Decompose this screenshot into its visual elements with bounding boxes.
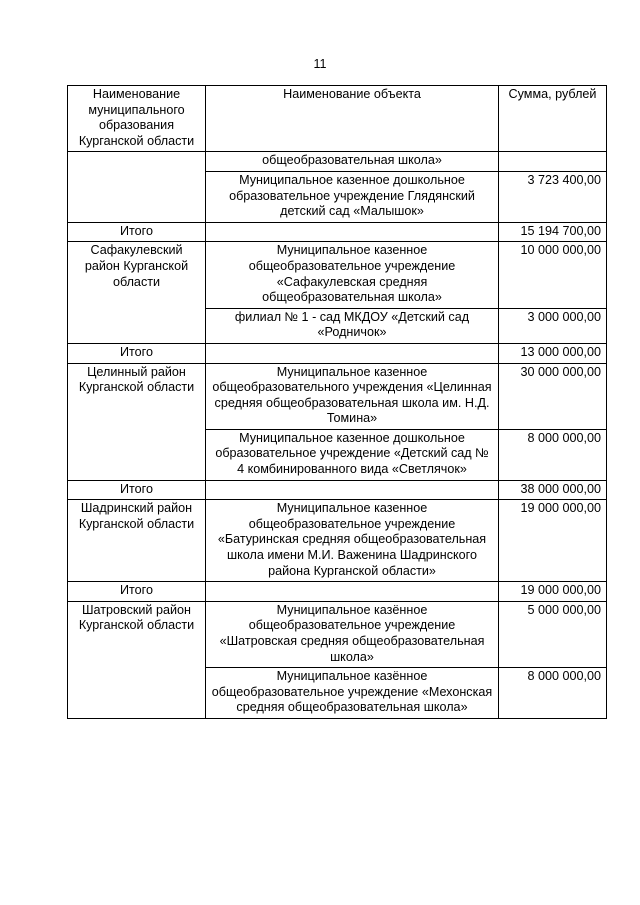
total-row	[68, 480, 607, 500]
object-cell: общеобразовательная школа»	[206, 152, 499, 172]
object-cell	[206, 582, 499, 602]
total-label: Итого	[68, 480, 206, 500]
amount-cell	[499, 152, 607, 172]
object-cell: филиал № 1 - сад МКДОУ «Детский сад «Родничок»	[206, 308, 499, 343]
object-cell: Муниципальное казенное дошкольное образовательное учреждение Глядянский детский сад «Малышок»	[206, 171, 499, 222]
object-cell: Муниципальное казенное общеобразовательного учреждения «Целинная средняя общеобразовательная школа им. Н.Д. Томина»	[206, 363, 499, 429]
header-object: Наименование объекта	[206, 86, 499, 152]
total-amount: 19 000 000,00	[499, 582, 607, 602]
amount-cell: 3 723 400,00	[499, 171, 607, 222]
district-cell	[68, 152, 206, 222]
district-cell: Сафакулевский район Курганской области	[68, 242, 206, 344]
object-cell	[206, 343, 499, 363]
total-label: Итого	[68, 343, 206, 363]
table-row	[68, 500, 607, 582]
object-cell: Муниципальное казённое общеобразовательное учреждение «Шатровская средняя общеобразовательная школа»	[206, 601, 499, 667]
object-cell: Муниципальное казенное общеобразовательное учреждение «Батуринская средняя общеобразовательная школа имени М.И. Важенина Шадринского района Курганской области»	[206, 500, 499, 582]
amount-cell: 8 000 000,00	[499, 429, 607, 480]
page-number: 11	[313, 57, 327, 71]
object-cell: Муниципальное казённое общеобразовательное учреждение «Мехонская средняя общеобразовательная школа»	[206, 668, 499, 719]
funding-table	[67, 85, 607, 719]
amount-cell: 10 000 000,00	[499, 242, 607, 308]
total-amount: 38 000 000,00	[499, 480, 607, 500]
table-row	[68, 601, 607, 667]
district-cell: Шадринский район Курганской области	[68, 500, 206, 582]
total-row	[68, 582, 607, 602]
table-header-row	[68, 86, 607, 152]
object-cell: Муниципальное казенное общеобразовательное учреждение «Сафакулевская средняя общеобразовательная школа»	[206, 242, 499, 308]
total-amount: 15 194 700,00	[499, 222, 607, 242]
amount-cell: 8 000 000,00	[499, 668, 607, 719]
table-row	[68, 242, 607, 308]
amount-cell: 3 000 000,00	[499, 308, 607, 343]
total-label: Итого	[68, 582, 206, 602]
amount-cell: 30 000 000,00	[499, 363, 607, 429]
object-cell	[206, 222, 499, 242]
object-cell	[206, 480, 499, 500]
total-row	[68, 343, 607, 363]
district-cell: Целинный район Курганской области	[68, 363, 206, 480]
object-cell: Муниципальное казенное дошкольное образовательное учреждение «Детский сад № 4 комбинированного вида «Светлячок»	[206, 429, 499, 480]
amount-cell: 19 000 000,00	[499, 500, 607, 582]
header-municipality: Наименование муниципального образования Курганской области	[68, 86, 206, 152]
table-row	[68, 152, 607, 172]
table-row	[68, 363, 607, 429]
total-amount: 13 000 000,00	[499, 343, 607, 363]
amount-cell: 5 000 000,00	[499, 601, 607, 667]
total-row	[68, 222, 607, 242]
total-label: Итого	[68, 222, 206, 242]
header-amount: Сумма, рублей	[499, 86, 607, 152]
district-cell: Шатровский район Курганской области	[68, 601, 206, 718]
